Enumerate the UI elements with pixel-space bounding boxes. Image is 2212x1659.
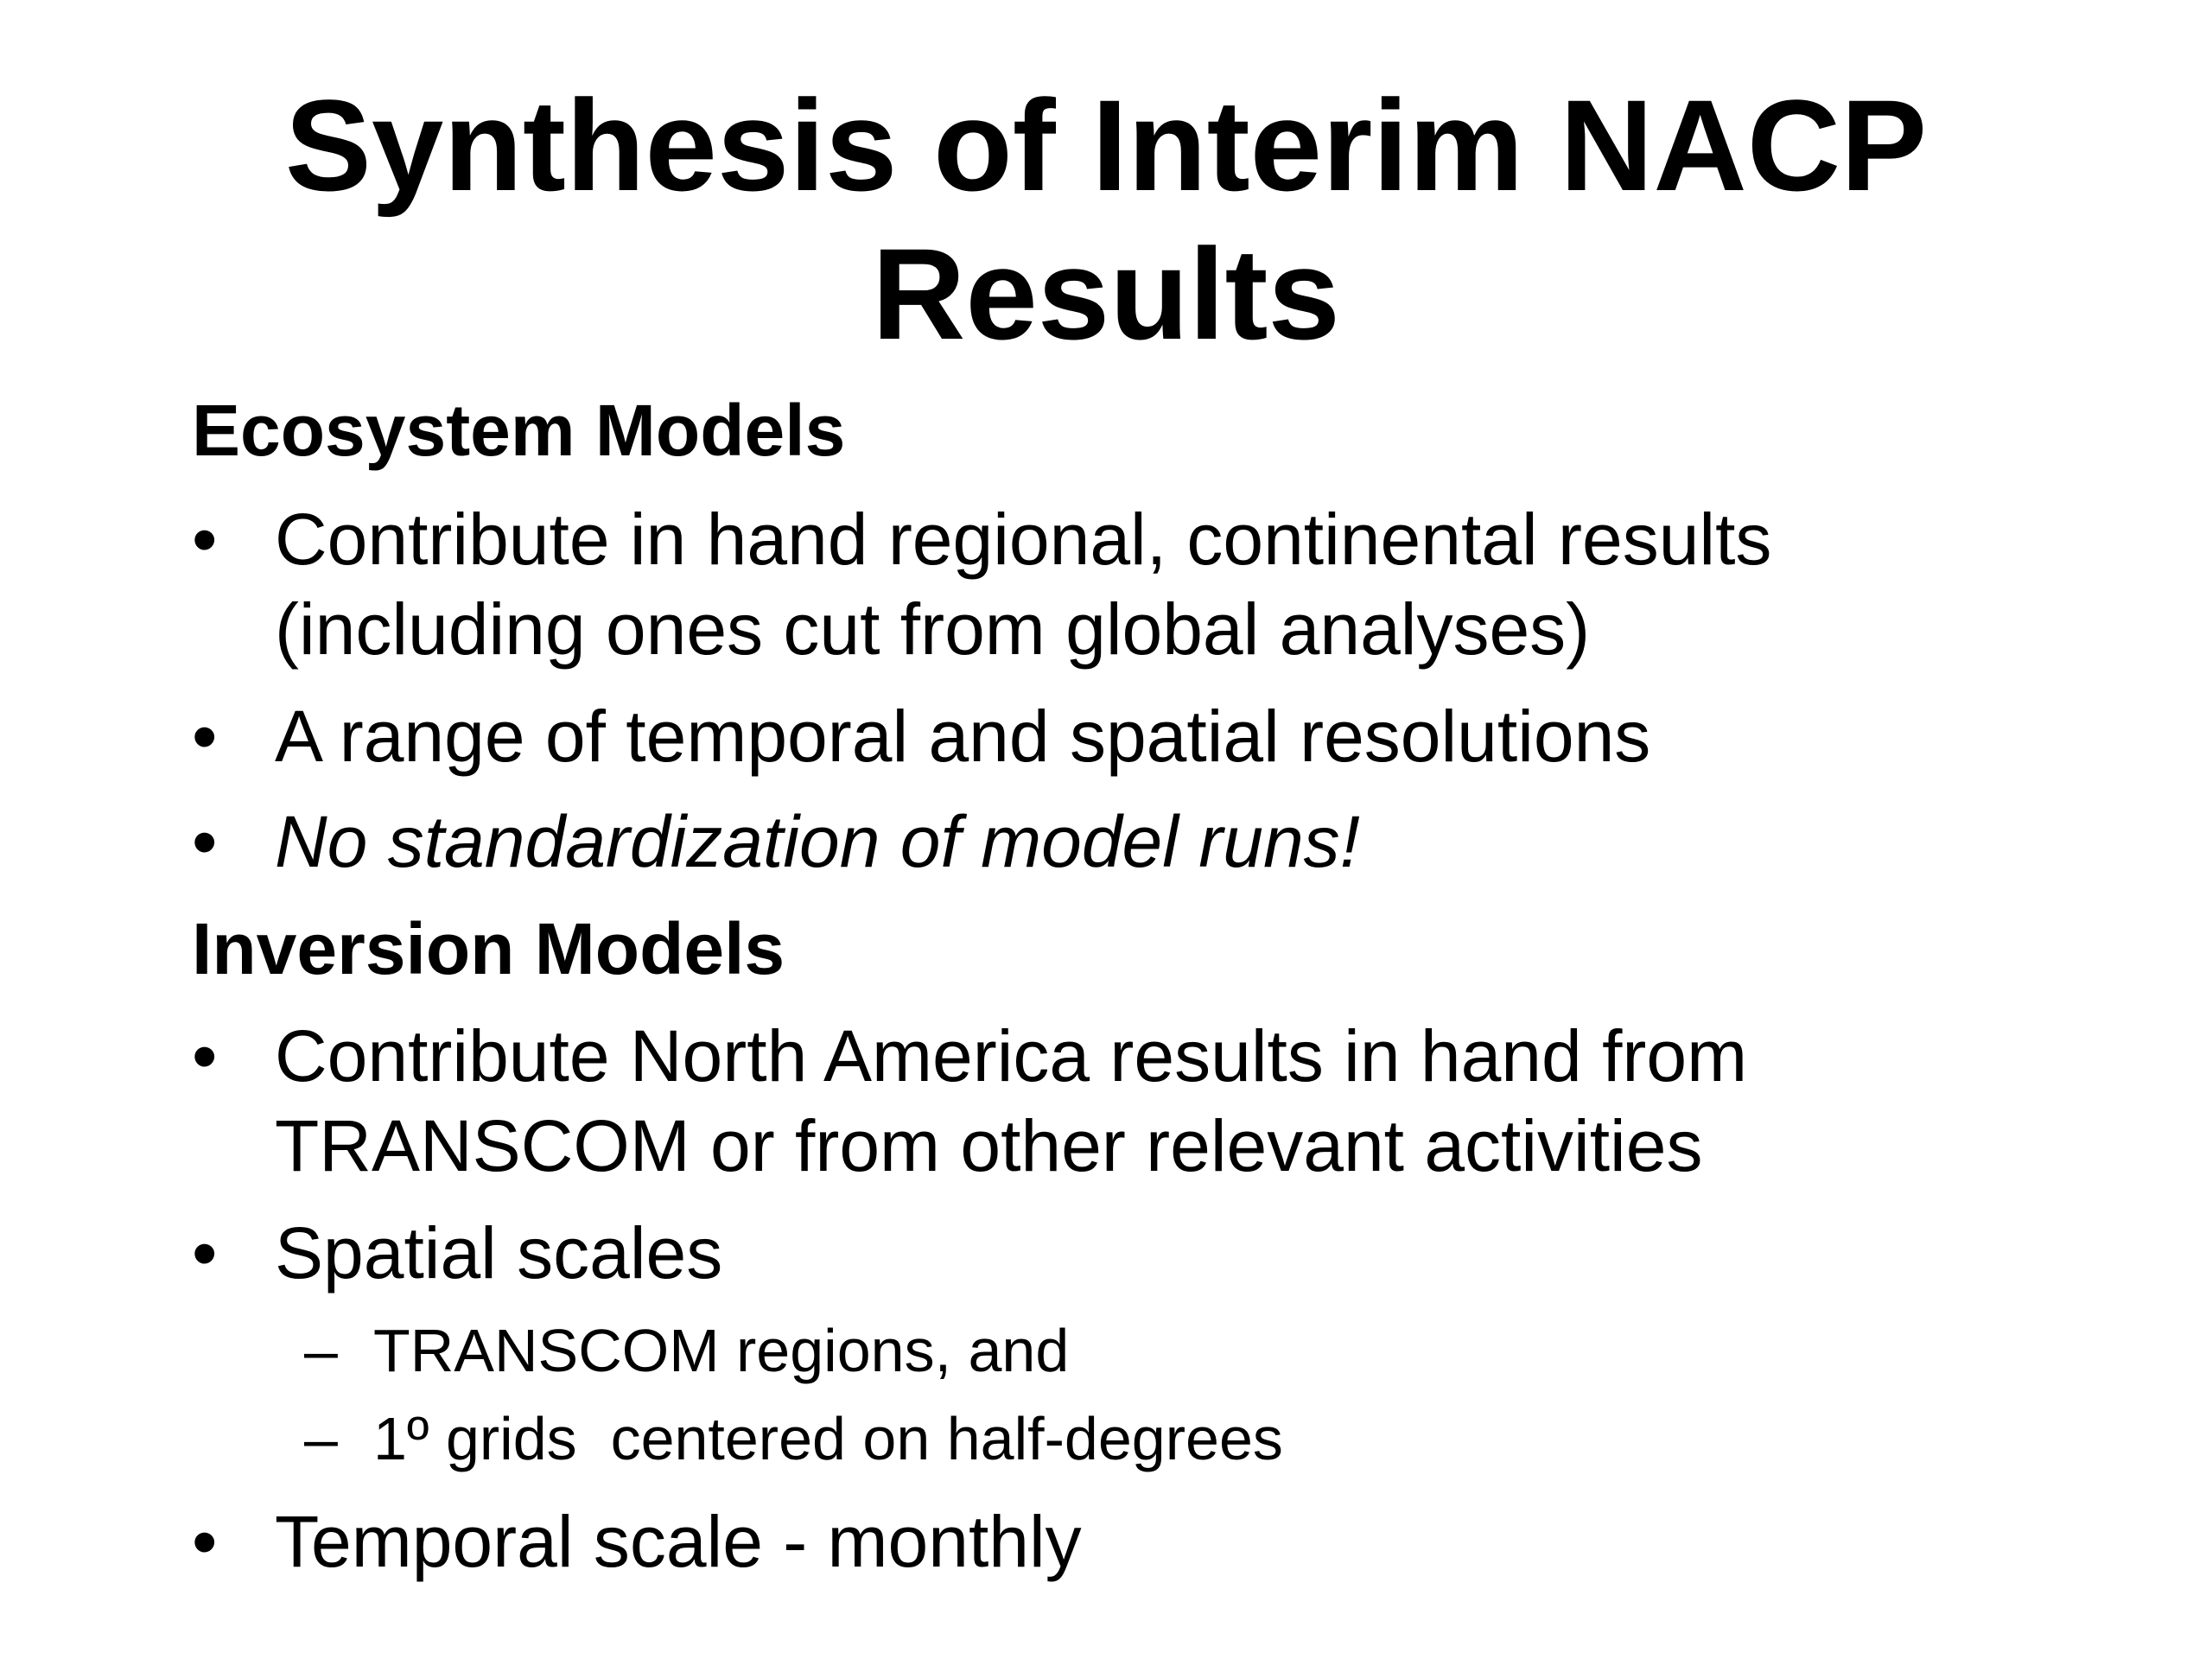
- bullet-icon: •: [192, 1501, 218, 1582]
- bullet-text-line: Contribute in hand regional, continental results: [275, 499, 1772, 580]
- bullet-icon: •: [192, 499, 218, 580]
- bullet-text-line: TRANSCOM or from other relevant activities: [275, 1105, 1703, 1186]
- bullet-icon: •: [192, 801, 218, 882]
- bullet-text: [275, 1497, 1082, 1586]
- sub-item-text: 1º grids centered on half-degrees: [373, 1405, 1283, 1472]
- bullet-icon: •: [192, 1015, 218, 1096]
- bullet-text-line: A range of temporal and spatial resolutions: [275, 696, 1651, 777]
- bullet-text: [275, 691, 1650, 781]
- bullet-text: [275, 797, 1360, 887]
- bullet-text-line: Spatial scales: [275, 1212, 723, 1294]
- bullet-text: [275, 494, 1771, 674]
- bullet-text-line: (including ones cut from global analyses): [275, 588, 1591, 670]
- dash-icon: –: [304, 1405, 338, 1472]
- bullet-text-line: Temporal scale - monthly: [275, 1501, 1082, 1582]
- dash-icon: –: [304, 1317, 338, 1384]
- bullet-text: [275, 1208, 722, 1298]
- bullet-text: [275, 1011, 1747, 1191]
- slide-title: [0, 71, 2212, 368]
- sub-item-text: TRANSCOM regions, and: [373, 1317, 1070, 1384]
- bullet-icon: •: [192, 1212, 218, 1294]
- section-heading-inversion-models: Inversion Models: [192, 908, 785, 989]
- slide-title-line-1: Synthesis of Interim NACP: [284, 73, 1928, 218]
- section-heading-ecosystem-models: Ecosystem Models: [192, 390, 846, 471]
- bullet-text-line: Contribute North America results in hand from: [275, 1015, 1748, 1096]
- bullet-icon: •: [192, 696, 218, 777]
- slide-title-line-2: Results: [872, 221, 1340, 366]
- bullet-text-line: No standardization of model runs!: [275, 801, 1361, 882]
